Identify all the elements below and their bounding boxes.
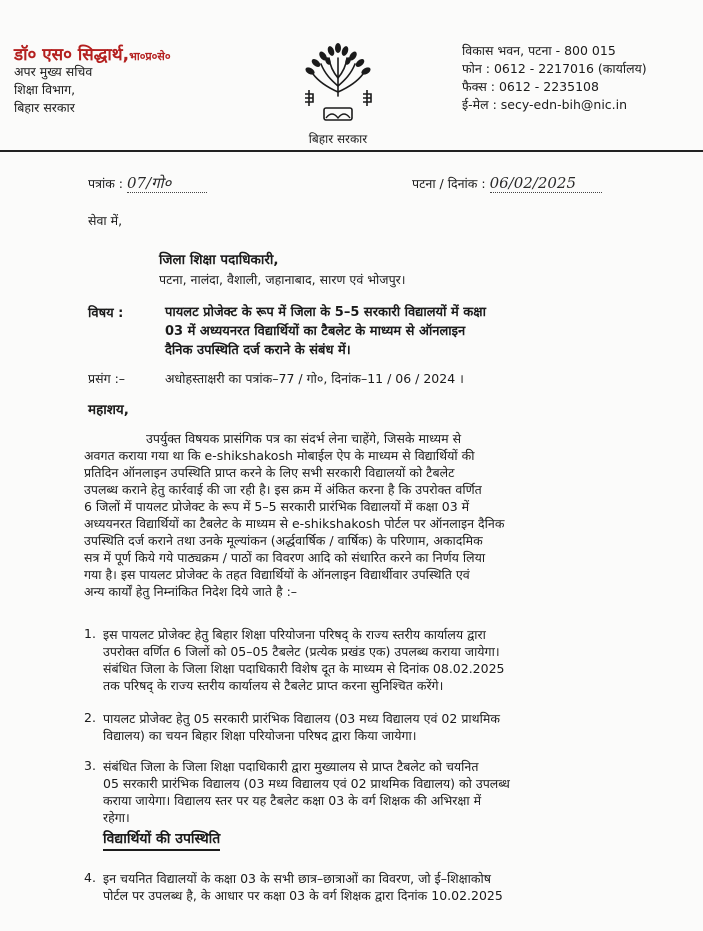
letter-number — [88, 175, 207, 193]
body-line: 6 जिलों में पायलट प्रोजेक्ट के रूप में 5–5 सरकारी प्रारंभिक विद्यालयों में कक्षा 03 में — [84, 499, 470, 514]
contact-phone: फोन : 0612 - 2217016 (कार्यालय) — [462, 61, 647, 76]
sender-name — [14, 42, 171, 65]
reference-text: अधोहस्ताक्षरी का पत्रांक–77 / गो०, दिनांक–11 / 06 / 2024 । — [165, 371, 464, 386]
subject-line: पायलट प्रोजेक्ट के रूप में जिला के 5–5 सरकारी विद्यालयों में कक्षा — [165, 305, 486, 320]
emblem-label: बिहार सरकार — [308, 132, 368, 146]
point-1 — [103, 626, 599, 694]
subject-text — [165, 303, 605, 360]
letter-number-label: पत्रांक : — [88, 176, 124, 191]
point-line: तक परिषद् के राज्य स्तरीय कार्यालय से टैबलेट प्राप्त करना सुनिश्चित करेंगे। — [103, 678, 444, 693]
reference-label: प्रसंग :– — [88, 371, 126, 386]
body-line: प्रतिदिन ऑनलाइन उपस्थिति प्राप्त करने के लिए सभी सरकारी विद्यालयों को टैबलेट — [84, 465, 455, 480]
header-divider — [0, 150, 703, 152]
section-heading: विद्यार्थियों की उपस्थिति — [103, 829, 220, 851]
contact-address: विकास भवन, पटना - 800 015 — [462, 43, 616, 58]
point-line: कराया जायेगा। विद्यालय स्तर पर यह टैबलेट कक्षा 03 के वर्ग शिक्षक की अभिरक्षा में — [103, 793, 482, 808]
point-line: पायलट प्रोजेक्ट हेतु 05 सरकारी प्रारंभिक विद्यालय (03 मध्य विद्यालय एवं 02 प्राथमिक — [103, 711, 500, 726]
letter-number-value: 07/गो० — [127, 175, 207, 193]
point-line: उपरोक्त वर्णित 6 जिलों को 05–05 टैबलेट (प्रत्येक प्रखंड एक) उपलब्ध कराया जायेगा। — [103, 644, 500, 659]
recipient-title: जिला शिक्षा पदाधिकारी, — [159, 252, 279, 268]
sender-degree: भा०प्र०से० — [129, 50, 171, 63]
body-line: अवगत कराया गया था कि e-shikshakosh मोबाईल ऐप के माध्यम से विद्यार्थियों की — [84, 448, 475, 463]
body-line: अन्य कार्यों हेतु निम्नांकित निदेश दिये जाते है :– — [84, 584, 298, 599]
body-paragraph — [84, 430, 598, 600]
point-line: इस पायलट प्रोजेक्ट हेतु बिहार शिक्षा परियोजना परिषद् के राज्य स्तरीय कार्यालय द्वारा — [103, 627, 486, 642]
body-line: अध्ययनरत विद्यार्थियों का टैबलेट के माध्यम से e-shikshakosh पोर्टल पर ऑनलाइन दैनिक — [84, 516, 505, 531]
point-line: इन चयनित विद्यालयों के कक्षा 03 के सभी छात्र–छात्राओं का विवरण, जो ई–शिक्षाकोष — [103, 871, 491, 886]
letter-date-label: पटना / दिनांक : — [412, 176, 486, 191]
point-2 — [103, 710, 599, 744]
sender-name-text: डॉ० एस० सिद्धार्थ, — [14, 45, 130, 65]
point-line: रहेगा। — [103, 810, 130, 825]
body-line: गया है। इस पायलट प्रोजेक्ट के तहत विद्यार्थियों के ऑनलाइन विद्यार्थीवार उपस्थिति एवं — [84, 567, 470, 582]
greeting: महाशय, — [88, 402, 129, 418]
letter-date — [412, 175, 602, 193]
subject-label: विषय : — [88, 306, 124, 321]
sender-government: बिहार सरकार — [14, 100, 75, 115]
body-line: सत्र में पूर्ण किये गये पाठ्यक्रम / पाठों का विवरण आदि को संधारित करने का निर्णय लिया — [84, 550, 486, 565]
recipient-districts: पटना, नालंदा, वैशाली, जहानाबाद, सारण एवं भोजपुर। — [159, 272, 406, 287]
body-line: उपर्युक्त विषयक प्रासंगिक पत्र का संदर्भ लेना चाहेंगे, जिसके माध्यम से — [146, 431, 462, 446]
point-line: संबंधित जिला के जिला शिक्षा पदाधिकारी द्वारा मुख्यालय से प्राप्त टैबलेट को चयनित — [103, 759, 479, 774]
contact-email: ई-मेल : secy-edn-bih@nic.in — [462, 97, 628, 112]
point-number: 1. — [84, 626, 96, 641]
bihar-emblem-icon — [295, 36, 381, 128]
point-line: 05 सरकारी प्रारंभिक विद्यालय (03 मध्य विद्यालय एवं 02 प्राथमिक विद्यालय) को उपलब्ध — [103, 776, 510, 791]
point-3 — [103, 758, 599, 826]
point-line: संबंधित जिला के जिला शिक्षा पदाधिकारी विशेष दूत के माध्यम से दिनांक 08.02.2025 — [103, 661, 505, 676]
body-line: उपलब्ध कराने हेतु कार्रवाई की जा रही है। इस क्रम में अंकित करना है कि उपरोक्त वर्णित — [84, 482, 482, 497]
sender-department: शिक्षा विभाग, — [14, 82, 76, 97]
subject-line: 03 में अध्ययनरत विद्यार्थियों का टैबलेट के माध्यम से ऑनलाइन — [165, 324, 466, 339]
body-line: उपस्थिति दर्ज कराने तथा उनके मूल्यांकन (अर्द्धवार्षिक / वार्षिक) के परिणाम, अकादमिक — [84, 533, 483, 548]
subject-line: दैनिक उपस्थिति दर्ज कराने के संबंध में। — [165, 343, 351, 358]
point-number: 4. — [84, 870, 96, 885]
point-4 — [103, 870, 599, 904]
sender-designation: अपर मुख्य सचिव — [14, 64, 93, 79]
point-number: 3. — [84, 758, 96, 773]
letter-date-value: 06/02/2025 — [490, 175, 602, 193]
contact-fax: फैक्स : 0612 - 2235108 — [462, 79, 599, 94]
point-line: विद्यालय) का चयन बिहार शिक्षा परियोजना परिषद द्वारा किया जायेगा। — [103, 728, 417, 743]
point-number: 2. — [84, 710, 96, 725]
point-line: पोर्टल पर उपलब्ध है, के आधार पर कक्षा 03 के वर्ग शिक्षक द्वारा दिनांक 10.02.2025 — [103, 888, 503, 903]
seva-mein: सेवा में, — [88, 213, 123, 228]
